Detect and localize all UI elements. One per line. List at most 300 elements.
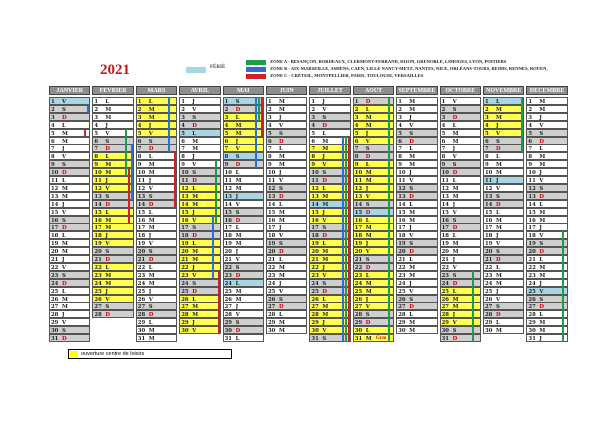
day-cell[interactable] <box>136 216 177 224</box>
day-cell[interactable] <box>92 129 133 137</box>
day-cell[interactable] <box>266 295 307 303</box>
day-cell[interactable] <box>396 121 437 129</box>
day-cell[interactable] <box>179 302 220 310</box>
day-cell[interactable] <box>526 129 567 137</box>
day-cell[interactable] <box>179 231 220 239</box>
day-cell[interactable] <box>49 287 90 295</box>
day-cell[interactable] <box>483 302 524 310</box>
day-cell[interactable] <box>136 287 177 295</box>
day-cell[interactable] <box>440 318 481 326</box>
day-cell[interactable] <box>92 97 133 105</box>
day-cell[interactable] <box>179 310 220 318</box>
day-cell[interactable] <box>179 223 220 231</box>
day-cell[interactable] <box>136 97 177 105</box>
day-cell[interactable] <box>396 263 437 271</box>
day-cell[interactable] <box>92 263 133 271</box>
day-number: 1 <box>485 99 489 105</box>
day-cell[interactable] <box>92 105 133 113</box>
day-cell[interactable] <box>136 121 177 129</box>
day-cell[interactable] <box>92 223 133 231</box>
day-cell[interactable] <box>266 223 307 231</box>
day-cell[interactable] <box>396 239 437 247</box>
day-cell[interactable] <box>92 113 133 121</box>
day-cell[interactable] <box>483 137 524 145</box>
day-cell[interactable] <box>266 121 307 129</box>
day-cell[interactable] <box>223 223 264 231</box>
day-cell[interactable] <box>396 113 437 121</box>
day-cell[interactable] <box>483 176 524 184</box>
day-cell[interactable] <box>223 121 264 129</box>
day-cell[interactable] <box>266 247 307 255</box>
day-cell[interactable] <box>49 334 90 342</box>
weekday-letter: M <box>539 217 546 224</box>
day-cell[interactable] <box>266 200 307 208</box>
day-cell[interactable] <box>223 144 264 152</box>
day-cell[interactable] <box>223 310 264 318</box>
day-cell[interactable] <box>136 326 177 334</box>
day-cell[interactable] <box>440 144 481 152</box>
day-cell[interactable] <box>49 295 90 303</box>
day-cell[interactable] <box>266 216 307 224</box>
day-cell[interactable] <box>92 239 133 247</box>
day-cell[interactable] <box>526 144 567 152</box>
day-cell[interactable] <box>179 287 220 295</box>
day-cell[interactable] <box>483 247 524 255</box>
day-cell[interactable] <box>440 97 481 105</box>
day-cell[interactable] <box>136 231 177 239</box>
day-cell[interactable] <box>440 176 481 184</box>
day-cell[interactable] <box>440 168 481 176</box>
day-cell[interactable] <box>49 279 90 287</box>
day-cell[interactable] <box>266 168 307 176</box>
day-cell[interactable] <box>223 247 264 255</box>
day-cell[interactable] <box>179 279 220 287</box>
day-number: 9 <box>51 162 55 169</box>
weekday-letter: L <box>148 209 153 216</box>
day-cell[interactable] <box>483 231 524 239</box>
day-cell[interactable] <box>136 105 177 113</box>
day-cell[interactable] <box>396 271 437 279</box>
day-cell[interactable] <box>396 160 437 168</box>
day-cell[interactable] <box>440 295 481 303</box>
day-cell[interactable] <box>483 255 524 263</box>
day-cell[interactable] <box>266 302 307 310</box>
day-cell[interactable] <box>266 137 307 145</box>
day-cell[interactable] <box>396 255 437 263</box>
day-cell[interactable] <box>223 271 264 279</box>
day-cell[interactable] <box>396 137 437 145</box>
day-cell[interactable] <box>49 200 90 208</box>
day-cell[interactable] <box>266 318 307 326</box>
day-cell[interactable] <box>92 247 133 255</box>
day-cell[interactable] <box>92 160 133 168</box>
day-cell[interactable] <box>136 176 177 184</box>
day-cell[interactable] <box>440 247 481 255</box>
day-cell[interactable] <box>49 247 90 255</box>
day-cell[interactable] <box>49 121 90 129</box>
day-cell[interactable] <box>396 144 437 152</box>
day-cell[interactable] <box>179 144 220 152</box>
day-cell[interactable] <box>223 152 264 160</box>
day-cell[interactable] <box>136 302 177 310</box>
day-cell[interactable] <box>396 287 437 295</box>
day-cell[interactable] <box>483 200 524 208</box>
day-cell[interactable] <box>396 152 437 160</box>
day-cell[interactable] <box>396 295 437 303</box>
day-cell[interactable] <box>136 247 177 255</box>
day-cell[interactable] <box>49 113 90 121</box>
day-cell[interactable] <box>223 184 264 192</box>
day-cell[interactable] <box>483 295 524 303</box>
day-cell[interactable] <box>92 255 133 263</box>
day-cell[interactable] <box>49 223 90 231</box>
day-cell[interactable] <box>440 105 481 113</box>
day-cell[interactable] <box>179 271 220 279</box>
day-cell[interactable] <box>440 184 481 192</box>
day-cell[interactable] <box>136 223 177 231</box>
day-cell[interactable] <box>526 184 567 192</box>
day-cell[interactable] <box>440 192 481 200</box>
day-cell[interactable] <box>309 121 350 129</box>
weekday-letter: S <box>192 114 197 121</box>
day-cell[interactable] <box>266 184 307 192</box>
day-cell[interactable] <box>440 223 481 231</box>
day-cell[interactable] <box>396 223 437 231</box>
day-cell[interactable] <box>136 208 177 216</box>
day-cell[interactable] <box>266 279 307 287</box>
day-cell[interactable] <box>526 200 567 208</box>
day-cell[interactable] <box>266 208 307 216</box>
day-cell[interactable] <box>266 160 307 168</box>
day-cell[interactable] <box>440 310 481 318</box>
day-cell[interactable] <box>440 129 481 137</box>
day-cell[interactable] <box>179 239 220 247</box>
day-number: 6 <box>137 138 142 145</box>
day-cell[interactable] <box>136 255 177 263</box>
day-cell[interactable] <box>483 160 524 168</box>
day-cell[interactable] <box>483 318 524 326</box>
day-cell[interactable] <box>483 105 524 113</box>
day-cell[interactable] <box>223 255 264 263</box>
day-cell[interactable] <box>440 216 481 224</box>
day-cell[interactable] <box>440 113 481 121</box>
day-cell[interactable] <box>223 192 264 200</box>
day-cell[interactable] <box>223 160 264 168</box>
day-cell[interactable] <box>483 310 524 318</box>
day-cell[interactable] <box>483 216 524 224</box>
day-cell[interactable] <box>440 200 481 208</box>
day-cell[interactable] <box>92 121 133 129</box>
day-cell[interactable] <box>136 129 177 137</box>
day-cell[interactable] <box>266 97 307 105</box>
day-number: 2 <box>94 106 99 113</box>
day-cell[interactable] <box>92 144 133 152</box>
day-cell[interactable] <box>179 97 220 105</box>
day-cell[interactable] <box>309 129 350 137</box>
day-cell[interactable] <box>396 208 437 216</box>
day-cell[interactable] <box>396 216 437 224</box>
day-cell[interactable] <box>483 263 524 271</box>
day-cell[interactable] <box>483 113 524 121</box>
day-cell[interactable] <box>136 168 177 176</box>
day-cell[interactable] <box>49 192 90 200</box>
day-cell[interactable] <box>92 152 133 160</box>
day-cell[interactable] <box>223 295 264 303</box>
day-cell[interactable] <box>396 184 437 192</box>
day-cell[interactable] <box>526 216 567 224</box>
day-cell[interactable] <box>223 129 264 137</box>
day-cell[interactable] <box>49 176 90 184</box>
day-cell[interactable] <box>136 152 177 160</box>
day-cell[interactable] <box>396 200 437 208</box>
weekday-letter: V <box>105 296 110 303</box>
day-cell[interactable] <box>223 231 264 239</box>
day-cell[interactable] <box>483 144 524 152</box>
day-cell[interactable] <box>483 271 524 279</box>
day-cell[interactable] <box>49 152 90 160</box>
day-cell[interactable] <box>396 105 437 113</box>
day-cell[interactable] <box>266 239 307 247</box>
day-cell[interactable] <box>440 137 481 145</box>
day-cell[interactable] <box>223 208 264 216</box>
day-cell[interactable] <box>483 121 524 129</box>
day-cell[interactable] <box>526 137 567 145</box>
day-cell[interactable] <box>526 168 567 176</box>
weekday-letter: J <box>452 201 456 208</box>
day-cell[interactable] <box>396 176 437 184</box>
day-cell[interactable] <box>136 137 177 145</box>
day-cell[interactable] <box>92 137 133 145</box>
day-cell[interactable] <box>396 326 437 334</box>
day-cell[interactable] <box>396 192 437 200</box>
day-cell[interactable] <box>440 239 481 247</box>
day-cell[interactable] <box>266 129 307 137</box>
day-cell[interactable] <box>92 279 133 287</box>
day-cell[interactable] <box>396 279 437 287</box>
day-cell[interactable] <box>49 184 90 192</box>
day-number: 7 <box>224 146 229 153</box>
day-cell[interactable] <box>526 223 567 231</box>
day-cell[interactable] <box>266 271 307 279</box>
day-cell[interactable] <box>223 326 264 334</box>
day-cell[interactable] <box>136 184 177 192</box>
day-cell[interactable] <box>266 176 307 184</box>
day-cell[interactable] <box>483 192 524 200</box>
day-cell[interactable] <box>49 208 90 216</box>
day-cell[interactable] <box>49 239 90 247</box>
day-cell[interactable] <box>266 287 307 295</box>
day-cell[interactable] <box>136 239 177 247</box>
day-cell[interactable] <box>136 334 177 342</box>
day-cell[interactable] <box>92 310 133 318</box>
day-cell[interactable] <box>92 295 133 303</box>
day-number: 23 <box>311 272 319 279</box>
day-cell[interactable] <box>396 247 437 255</box>
day-cell[interactable] <box>440 255 481 263</box>
weekday-letter: J <box>235 249 239 256</box>
day-cell[interactable] <box>396 318 437 326</box>
day-cell[interactable] <box>179 129 220 137</box>
day-cell[interactable] <box>440 287 481 295</box>
day-cell[interactable] <box>223 318 264 326</box>
day-cell[interactable] <box>483 129 524 137</box>
day-cell[interactable] <box>136 113 177 121</box>
day-cell[interactable] <box>396 302 437 310</box>
day-cell[interactable] <box>526 152 567 160</box>
day-cell[interactable] <box>136 192 177 200</box>
day-cell[interactable] <box>266 105 307 113</box>
day-cell[interactable] <box>396 129 437 137</box>
day-cell[interactable] <box>266 152 307 160</box>
day-number: 26 <box>181 296 189 303</box>
day-cell[interactable] <box>440 208 481 216</box>
day-cell[interactable] <box>49 310 90 318</box>
day-cell[interactable] <box>483 279 524 287</box>
day-cell[interactable] <box>49 326 90 334</box>
day-cell[interactable] <box>136 318 177 326</box>
day-cell[interactable] <box>526 97 567 105</box>
day-cell[interactable] <box>92 287 133 295</box>
day-cell[interactable] <box>223 216 264 224</box>
day-cell[interactable] <box>266 113 307 121</box>
zone-b-label: ZONE B - AIX-MARSEILLE, AMIENS, CAEN, LILLE NANCY-METZ, NANTES, NICE, ORLÉANS-TOURS, REIMS, RENNES, ROUEN, <box>270 66 548 71</box>
day-number: 2 <box>137 106 142 113</box>
day-cell[interactable] <box>49 216 90 224</box>
day-cell[interactable] <box>49 302 90 310</box>
day-cell[interactable] <box>179 318 220 326</box>
weekday-letter: D <box>452 170 458 177</box>
day-cell[interactable] <box>136 279 177 287</box>
day-cell[interactable] <box>483 326 524 334</box>
day-cell[interactable] <box>266 192 307 200</box>
day-cell[interactable] <box>309 113 350 121</box>
day-cell[interactable] <box>526 176 567 184</box>
day-cell[interactable] <box>223 239 264 247</box>
day-cell[interactable] <box>440 160 481 168</box>
day-cell[interactable] <box>440 152 481 160</box>
day-cell[interactable] <box>266 255 307 263</box>
day-cell[interactable] <box>223 176 264 184</box>
day-cell[interactable] <box>483 287 524 295</box>
day-cell[interactable] <box>440 302 481 310</box>
day-cell[interactable] <box>483 184 524 192</box>
day-cell[interactable] <box>136 310 177 318</box>
day-cell[interactable] <box>309 105 350 113</box>
day-cell[interactable] <box>179 105 220 113</box>
day-cell[interactable] <box>223 200 264 208</box>
day-cell[interactable] <box>179 121 220 129</box>
day-cell[interactable] <box>309 97 350 105</box>
day-cell[interactable] <box>223 279 264 287</box>
day-cell[interactable] <box>223 287 264 295</box>
day-cell[interactable] <box>440 334 481 342</box>
day-cell[interactable] <box>396 231 437 239</box>
day-cell[interactable] <box>223 137 264 145</box>
day-cell[interactable] <box>179 247 220 255</box>
day-cell[interactable] <box>396 310 437 318</box>
day-cell[interactable] <box>179 113 220 121</box>
day-cell[interactable] <box>136 160 177 168</box>
weekday-letter: V <box>62 264 67 271</box>
day-cell[interactable] <box>49 97 90 105</box>
day-cell[interactable] <box>179 295 220 303</box>
day-cell[interactable] <box>179 152 220 160</box>
day-cell[interactable] <box>136 271 177 279</box>
day-cell[interactable] <box>483 208 524 216</box>
day-number: 5 <box>51 130 55 137</box>
day-cell[interactable] <box>440 279 481 287</box>
day-cell[interactable] <box>440 121 481 129</box>
day-cell[interactable] <box>49 105 90 113</box>
day-cell[interactable] <box>483 168 524 176</box>
day-cell[interactable] <box>179 326 220 334</box>
day-cell[interactable] <box>396 97 437 105</box>
weekday-letter: L <box>148 99 153 105</box>
day-cell[interactable] <box>49 271 90 279</box>
day-cell[interactable] <box>266 144 307 152</box>
day-cell[interactable] <box>526 192 567 200</box>
day-cell[interactable] <box>266 326 307 334</box>
day-cell[interactable] <box>266 310 307 318</box>
day-cell[interactable] <box>179 255 220 263</box>
day-cell[interactable] <box>526 113 567 121</box>
day-cell[interactable] <box>223 334 264 342</box>
day-cell[interactable] <box>49 168 90 176</box>
day-cell[interactable] <box>483 152 524 160</box>
day-cell[interactable] <box>136 263 177 271</box>
day-cell[interactable] <box>526 121 567 129</box>
day-cell[interactable] <box>49 318 90 326</box>
day-cell[interactable] <box>483 223 524 231</box>
day-cell[interactable] <box>92 231 133 239</box>
day-cell[interactable] <box>526 105 567 113</box>
day-cell[interactable] <box>440 271 481 279</box>
day-cell[interactable] <box>49 231 90 239</box>
day-cell[interactable] <box>526 160 567 168</box>
day-cell[interactable] <box>440 231 481 239</box>
day-cell[interactable] <box>49 255 90 263</box>
day-cell[interactable] <box>179 137 220 145</box>
day-cell[interactable] <box>136 200 177 208</box>
day-number: 8 <box>137 154 142 161</box>
day-cell[interactable] <box>49 263 90 271</box>
day-cell[interactable] <box>92 271 133 279</box>
day-cell[interactable] <box>440 263 481 271</box>
day-cell[interactable] <box>526 208 567 216</box>
day-cell[interactable] <box>223 263 264 271</box>
day-cell[interactable] <box>483 239 524 247</box>
weekday-letter: S <box>322 280 327 287</box>
day-cell[interactable] <box>396 168 437 176</box>
day-cell[interactable] <box>223 302 264 310</box>
day-cell[interactable] <box>92 302 133 310</box>
day-cell[interactable] <box>266 231 307 239</box>
day-cell[interactable] <box>440 326 481 334</box>
day-cell[interactable] <box>49 160 90 168</box>
day-cell[interactable] <box>483 97 524 105</box>
day-cell[interactable] <box>49 144 90 152</box>
day-cell[interactable] <box>179 263 220 271</box>
day-cell[interactable] <box>223 168 264 176</box>
weekday-letter: L <box>496 209 500 216</box>
day-cell[interactable] <box>49 137 90 145</box>
weekday-letter: V <box>365 304 370 311</box>
day-cell[interactable] <box>136 144 177 152</box>
weekday-letter: D <box>148 257 154 263</box>
weekday-letter: L <box>105 154 110 161</box>
day-cell[interactable] <box>136 295 177 303</box>
day-cell[interactable] <box>266 263 307 271</box>
